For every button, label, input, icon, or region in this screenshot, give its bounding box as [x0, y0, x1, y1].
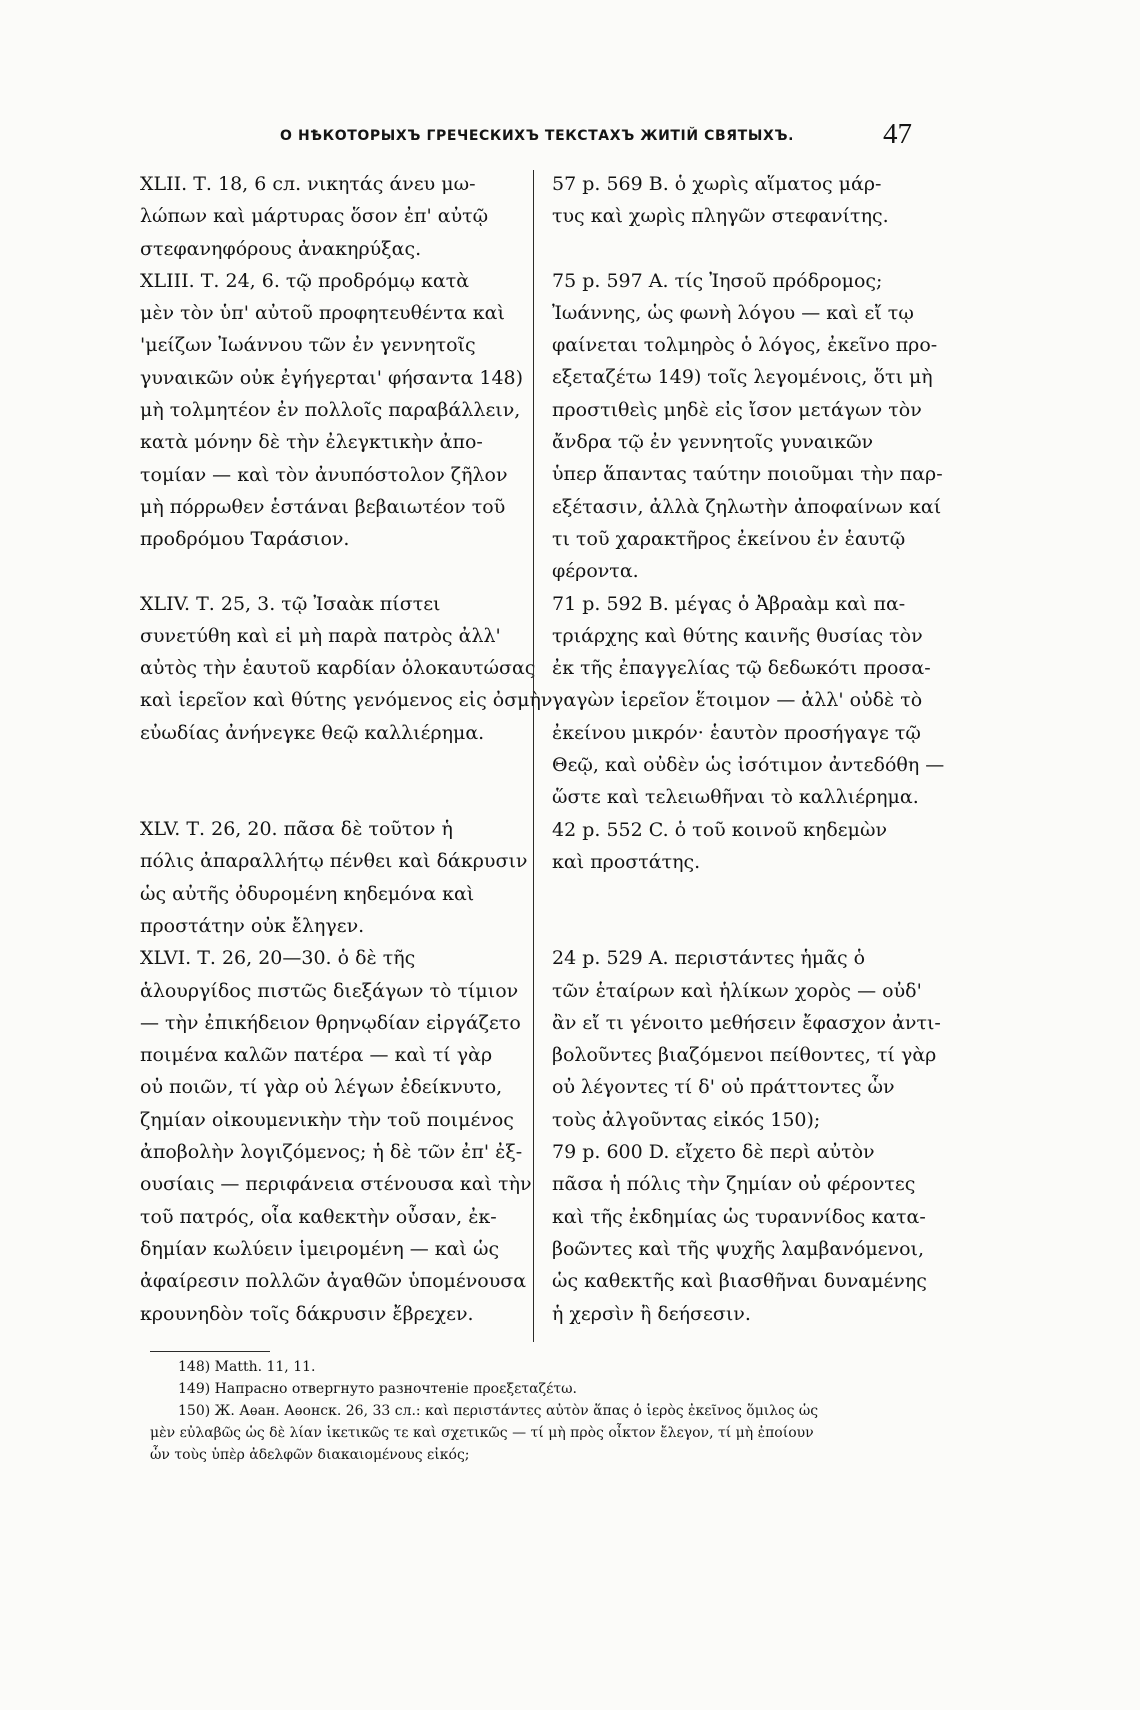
text-line: ἄνδρα τῷ ἐν γεννητοῖς γυναικῶν — [552, 431, 874, 454]
text-line: προστιθεὶς μηδὲ εἰς ἴσον μετάγων τὸν — [552, 398, 922, 421]
text-line: καὶ προστάτης. — [552, 850, 701, 873]
page-header — [130, 118, 920, 158]
footnote-line: 149) Напрасно отвергнуто разночтеніе προεξεταζέτω. — [178, 1381, 577, 1397]
text-line: ἁλουργίδος πιστῶς διεξάγων τὸ τίμιον — [140, 979, 519, 1002]
blank-line — [140, 556, 516, 588]
text-line: ὡς αὐτῆς ὀδυρομένη κηδεμόνα καὶ — [140, 882, 475, 905]
text-line: γαγὼν ἱερεῖον ἕτοιμον — ἀλλ' οὐδὲ τὸ — [552, 689, 923, 712]
right-column — [552, 168, 945, 1330]
text-line: στεφανηφόρους ἀνακηρύξας. — [140, 237, 422, 260]
text-line: καὶ ἱερεῖον καὶ θύτης γενόμενος εἰς ὀσμὴν — [140, 689, 553, 712]
footnote-line: ὧν τοὺς ὑπὲρ ἀδελφῶν διακαιομένους εἰκός; — [150, 1447, 470, 1463]
footnote-line: μὲν εὐλαβῶς ὡς δὲ λίαν ἱκετικῶς τε καὶ σχετικῶς — τί μὴ πρὸς οἶκτον ἔλεγον, τί μὴ ἐποίουν — [150, 1425, 814, 1441]
text-line: λώπων καὶ μάρτυρας ὅσον ἐπ' αὐτῷ — [140, 205, 489, 228]
blank-line — [552, 878, 920, 910]
text-line: XLII. Т. 18, 6 сл. νικητάς άνευ μω- — [140, 173, 476, 195]
text-line: ζημίαν οἰκουμενικὴν τὴν τοῦ ποιμένος — [140, 1108, 514, 1131]
text-line: ὥστε καὶ τελειωθῆναι τὸ καλλιέρημα. — [552, 786, 919, 809]
text-line: Ἰωάννης, ὡς φωνὴ λόγου — καὶ εἴ τῳ — [552, 301, 914, 324]
footnote-rule — [150, 1351, 270, 1352]
text-line: κρουνηδὸν τοῖς δάκρυσιν ἔβρεχεν. — [140, 1302, 474, 1325]
text-line: XLVI. Т. 26, 20—30. ὁ δὲ τῆς — [140, 947, 416, 970]
text-line: ποιμένα καλῶν πατέρα — καὶ τί γὰρ — [140, 1044, 493, 1067]
text-line: ἂν εἴ τι γένοιτο μεθήσειν ἔφασχον ἀντι- — [552, 1011, 941, 1034]
text-line: ὑπερ ἅπαντας ταύτην ποιοῦμαι τὴν παρ- — [552, 463, 943, 486]
footnote-line: 150) Ж. Аѳан. Аѳонск. 26, 33 сл.: καὶ περιστάντες αὐτὸν ἅπας ὁ ἱερὸς ἐκεῖνος ὅμιλος ὡς — [178, 1403, 819, 1419]
text-line: πόλις ἀπαραλλήτῳ πένθει καὶ δάκρυσιν — [140, 850, 528, 873]
text-line: τυς καὶ χωρὶς πληγῶν στεφανίτης. — [552, 205, 889, 228]
text-line: XLV. Т. 26, 20. πᾶσα δὲ τοῦτον ἡ — [140, 818, 453, 841]
blank-line — [552, 910, 920, 942]
text-line: ἀφαίρεσιν πολλῶν ἀγαθῶν ὑπομένουσα — [140, 1270, 527, 1293]
text-line: τοῦ πατρός, οἷα καθεκτὴν οὖσαν, ἐκ- — [140, 1205, 497, 1228]
blank-line — [140, 781, 516, 813]
text-line: ἐκ τῆς ἐπαγγελίας τῷ δεδωκότι προσα- — [552, 657, 931, 680]
text-line: εὐωδίας ἀνήνεγκε θεῷ καλλιέρημα. — [140, 721, 485, 744]
footnote-line: 148) Matth. 11, 11. — [178, 1359, 316, 1375]
text-line: εξέτασιν, ἀλλὰ ζηλωτὴν ἀποφαίνων καί — [552, 495, 942, 518]
text-line: ὡς καθεκτῆς καὶ βιασθῆναι δυναμένης — [552, 1270, 927, 1293]
text-line: 75 p. 597 A. τίς Ἰησοῦ πρόδρομος; — [552, 269, 883, 292]
text-line: συνετύθη καὶ εἰ μὴ παρὰ πατρὸς ἀλλ' — [140, 624, 501, 647]
text-line: δημίαν κωλύειν ἱμειρομένη — καὶ ὡς — [140, 1237, 500, 1260]
text-line: πᾶσα ἡ πόλις τὴν ζημίαν οὐ φέροντες — [552, 1173, 916, 1196]
text-line: μὴ τολμητέον ἐν πολλοῖς παραβάλλειν, — [140, 399, 521, 422]
left-column — [140, 168, 553, 1330]
text-line: τριάρχης καὶ θύτης καινῆς θυσίας τὸν — [552, 624, 923, 647]
text-line: τῶν ἑταίρων καὶ ἡλίκων χορὸς — οὐδ' — [552, 979, 922, 1002]
text-line: 57 p. 569 B. ὁ χωρὶς αἵματος μάρ- — [552, 173, 882, 195]
text-line: οὐ ποιῶν, τί γὰρ οὐ λέγων ἐδείκνυτο, — [140, 1076, 503, 1099]
text-line: γυναικῶν οὐκ ἐγήγερται' φήσαντα 148) — [140, 366, 524, 389]
text-line: βοῶντες καὶ τῆς ψυχῆς λαμβανόμενοι, — [552, 1237, 924, 1260]
blank-line — [140, 749, 516, 781]
text-line: 24 p. 529 A. περιστάντες ἡμᾶς ὁ — [552, 947, 866, 970]
text-line: προδρόμου Ταράσιον. — [140, 528, 350, 551]
text-line: ουσίαις — περιφάνεια στένουσα καὶ τὴν — [140, 1173, 532, 1196]
text-line: ἐκείνου μικρόν· ἑαυτὸν προσήγαγε τῷ — [552, 721, 921, 744]
text-line: αὐτὸς τὴν ἑαυτοῦ καρδίαν ὁλοκαυτώσας — [140, 657, 536, 680]
text-line: προστάτην οὐκ ἔληγεν. — [140, 914, 365, 937]
text-line: 'μείζων Ἰωάννου τῶν ἐν γεννητοῖς — [140, 334, 476, 357]
text-line: φαίνεται τολμηρὸς ὁ λόγος, ἐκεῖνο προ- — [552, 334, 938, 357]
text-line: 42 p. 552 C. ὁ τοῦ κοινοῦ κηδεμὼν — [552, 818, 887, 841]
text-line: φέροντα. — [552, 560, 639, 583]
text-line: οὐ λέγοντες τί δ' οὐ πράττοντες ὧν — [552, 1076, 895, 1099]
footnotes — [150, 1356, 930, 1466]
text-line: — τὴν ἐπικήδειον θρηνῳδίαν εἰργάζετο — [140, 1011, 521, 1034]
text-line: εξεταζέτω 149) τοῖς λεγομένοις, ὅτι μὴ — [552, 366, 933, 389]
text-line: τομίαν — καὶ τὸν ἀνυπόστολον ζῆλον — [140, 463, 508, 486]
text-line: Θεῷ, καὶ οὐδὲν ὡς ἰσότιμον ἀντεδόθη — — [552, 754, 945, 777]
text-line: βολοῦντες βιαζόμενοι πείθοντες, τί γὰρ — [552, 1044, 937, 1067]
text-line: XLIII. Т. 24, 6. τῷ προδρόμῳ κατὰ — [140, 269, 470, 292]
text-line: 79 p. 600 D. εἴχετο δὲ περὶ αὐτὸν — [552, 1141, 875, 1164]
text-line: ἡ χερσὶν ἢ δεήσεσιν. — [552, 1302, 751, 1325]
text-line: ἀποβολὴν λογιζόμενος; ἡ δὲ τῶν ἐπ' ἐξ- — [140, 1141, 523, 1164]
column-divider — [533, 170, 534, 1342]
text-line: 71 p. 592 B. μέγας ὁ Ἀβραὰμ καὶ πα- — [552, 592, 906, 615]
running-title: О НѢКОТОРЫХЪ ГРЕЧЕСКИХЪ ТЕКСТАХЪ ЖИТІЙ СВЯТЫХЪ. — [280, 128, 795, 144]
blank-line — [552, 233, 920, 265]
text-line: XLIV. Т. 25, 3. τῷ Ἰσαὰκ πίστει — [140, 592, 441, 615]
text-line: τοὺς ἀλγοῦντας εἰκός 150); — [552, 1108, 821, 1131]
text-line: κατὰ μόνην δὲ τὴν ἐλεγκτικὴν ἀπο- — [140, 431, 483, 454]
page-number: 47 — [883, 118, 912, 150]
text-line: μὲν τὸν ὑπ' αὐτοῦ προφητευθέντα καὶ — [140, 302, 505, 325]
text-line: καὶ τῆς ἐκδημίας ὡς τυραννίδος κατα- — [552, 1205, 926, 1228]
text-line: μὴ πόρρωθεν ἑστάναι βεβαιωτέον τοῦ — [140, 495, 506, 518]
text-line: τι τοῦ χαρακτῆρος ἐκείνου ἐν ἑαυτῷ — [552, 527, 906, 550]
